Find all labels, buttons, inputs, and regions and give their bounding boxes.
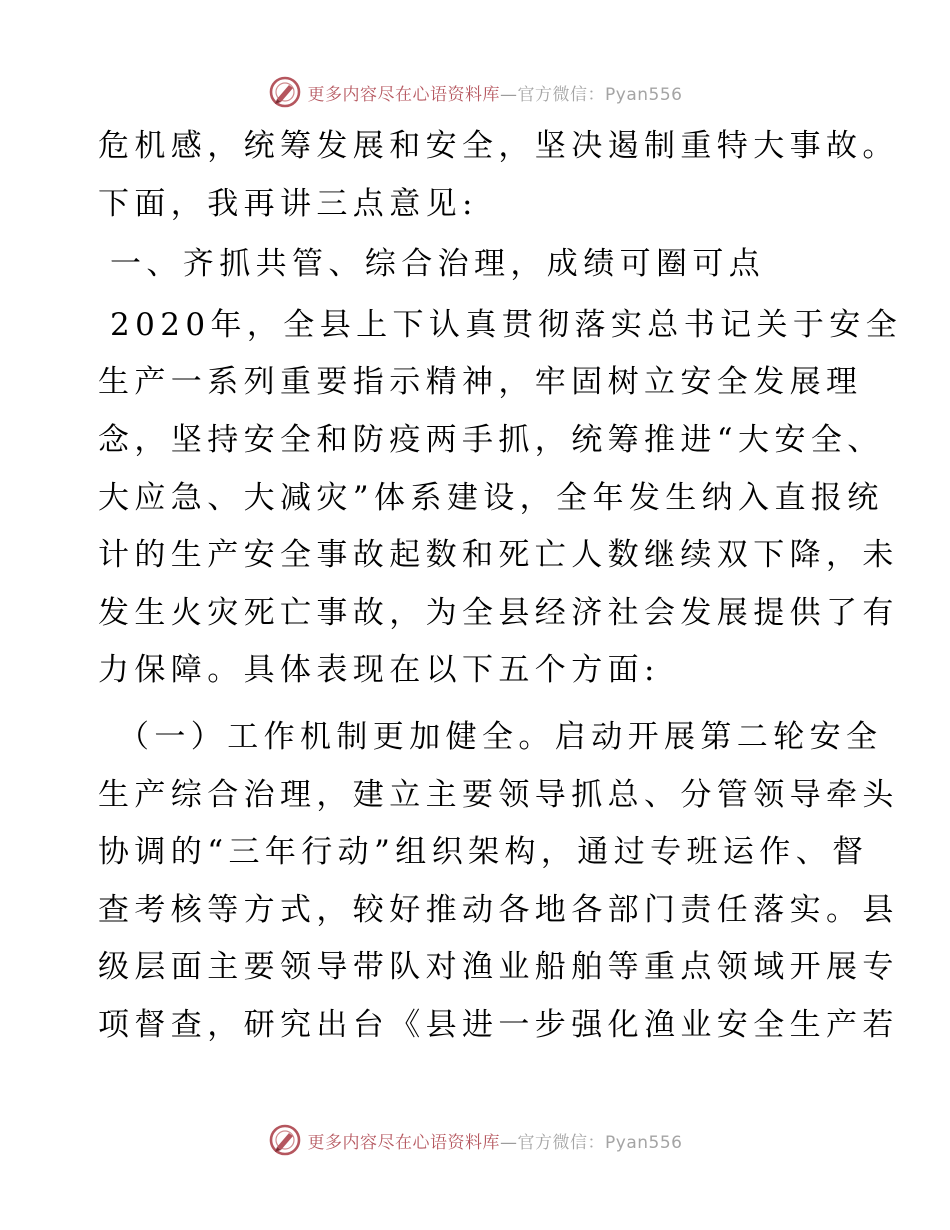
text-line: 查考核等方式，较好推动各地各部门责任落实。县 (98, 891, 899, 928)
paragraph-first-line: （一）工作机制更加健全。启动开展第二轮安全 (118, 718, 883, 755)
text-line: 力保障。具体表现在以下五个方面: (98, 652, 660, 689)
text-line: 念，坚持安全和防疫两手抓，统筹推进“大安全、 (98, 421, 884, 458)
paragraph-first-line: 2020年，全县上下认真贯彻落实总书记关于安全 (110, 306, 903, 343)
watermark-text: 更多内容尽在心语资料库—官方微信：Pyan556 (307, 1132, 683, 1153)
text-line: 危机感，统筹发展和安全，坚决遏制重特大事故。 (98, 128, 899, 164)
document-body (98, 118, 903, 1055)
text-line: 大应急、大减灾”体系建设，全年发生纳入直报统 (98, 479, 884, 516)
pen-logo-icon (268, 75, 302, 109)
text-line: 级层面主要领导带队对渔业船舶等重点领域开展专 (98, 949, 899, 986)
section-heading: 一、齐抓共管、综合治理，成绩可圈可点 (110, 246, 766, 283)
text-line: 下面，我再讲三点意见: (98, 185, 478, 222)
text-line: 计的生产安全事故起数和死亡人数继续双下降，未 (98, 537, 899, 574)
pen-logo-icon (268, 1123, 302, 1157)
text-line: 项督查，研究出台《县进一步强化渔业安全生产若 (98, 1006, 899, 1043)
watermark-text: 更多内容尽在心语资料库—官方微信：Pyan556 (307, 84, 683, 105)
text-line: 协调的“三年行动”组织架构，通过专班运作、督 (98, 834, 869, 871)
footer-watermark (0, 1120, 950, 1160)
header-watermark (0, 72, 950, 112)
text-line: 发生火灾死亡事故，为全县经济社会发展提供了有 (98, 594, 899, 631)
text-line: 生产综合治理，建立主要领导抓总、分管领导牵头 (98, 776, 899, 813)
text-line: 生产一系列重要指示精神，牢固树立安全发展理 (98, 364, 863, 401)
